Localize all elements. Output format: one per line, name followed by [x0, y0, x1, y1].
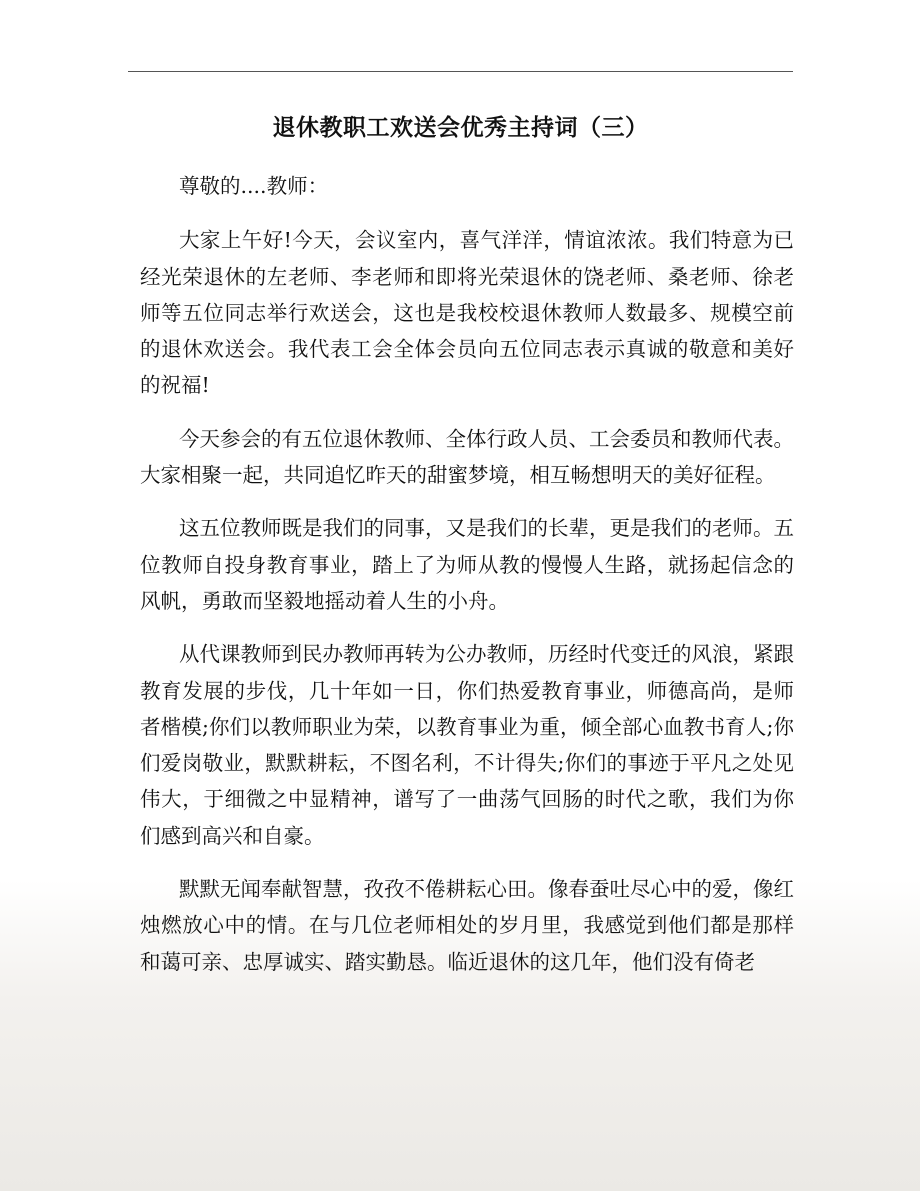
salutation-paragraph: 尊敬的....教师： [179, 174, 329, 198]
body-paragraph: 默默无闻奉献智慧，孜孜不倦耕耘心田。像春蚕吐尽心中的爱，像红烛燃放心中的情。在与几位老师相处的岁月里，我感觉到他们都是那样和蔼可亲、忠厚诚实、踏实勤恳。临近退休的这几年，他们没有倚老 [140, 877, 794, 974]
body-paragraph: 今天参会的有五位退休教师、全体行政人员、工会委员和教师代表。大家相聚一起，共同追忆昨天的甜蜜梦境，相互畅想明天的美好征程。 [140, 426, 794, 488]
body-paragraph: 从代课教师到民办教师再转为公办教师，历经时代变迁的风浪，紧跟教育发展的步伐，几十年如一日，你们热爱教育事业，师德高尚，是师者楷模;你们以教师职业为荣，以教育事业为重，倾全部心血教书育人;你们爱岗敬业，默默耕耘，不图名利，不计得失;你们的事迹于平凡之处见伟大，于细微之中显精神，谱写了一曲荡气回肠的时代之歌，我们为你们感到高兴和自豪。 [140, 642, 794, 848]
body-paragraph: 这五位教师既是我们的同事，又是我们的长辈，更是我们的老师。五位教师自投身教育事业，踏上了为师从教的慢慢人生路，就扬起信念的风帆，勇敢而坚毅地摇动着人生的小舟。 [140, 516, 794, 613]
body-paragraph: 大家上午好!今天，会议室内，喜气洋洋，情谊浓浓。我们特意为已经光荣退休的左老师、李老师和即将光荣退休的饶老师、桑老师、徐老师等五位同志举行欢送会，这也是我校校退休教师人数最多、规模空前的退休欢送会。我代表工会全体会员向五位同志表示真诚的敬意和美好的祝福! [140, 228, 794, 398]
document-body [140, 168, 794, 997]
header-rule [128, 71, 793, 72]
document-title: 退休教职工欢送会优秀主持词（三） [272, 114, 649, 141]
